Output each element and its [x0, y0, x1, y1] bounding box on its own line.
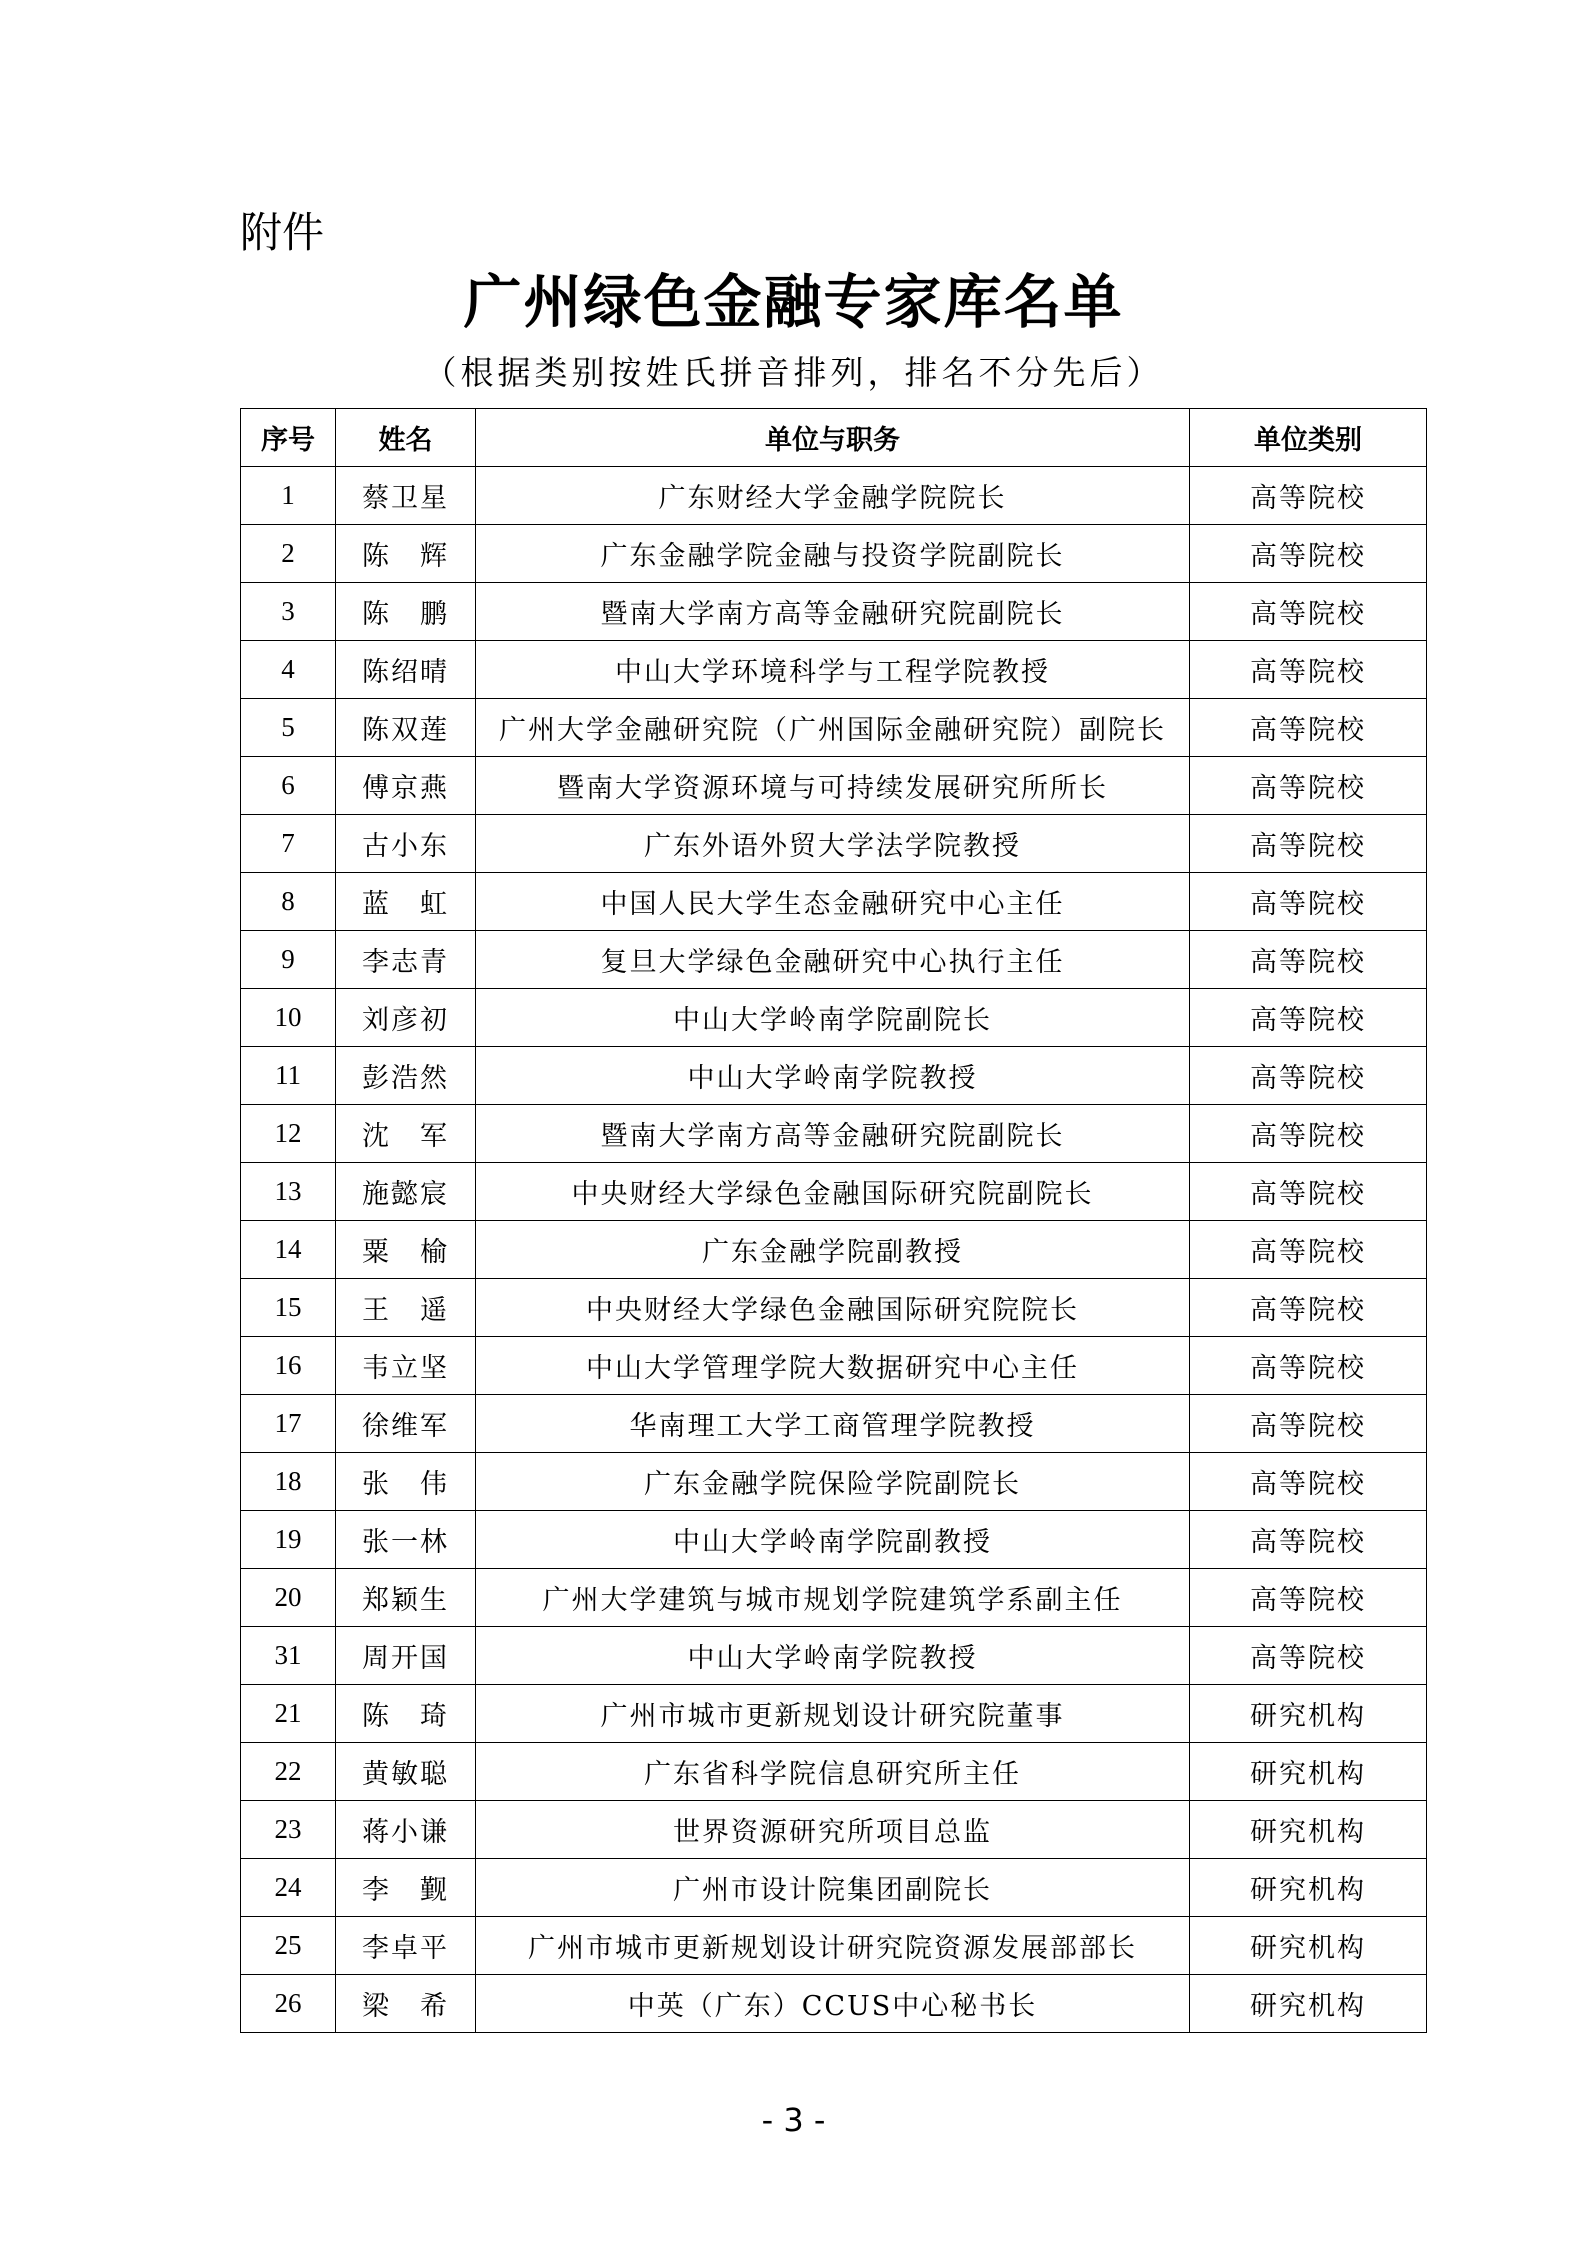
cell-no: 15	[241, 1279, 336, 1337]
cell-name: 李卓平	[336, 1917, 476, 1975]
cell-position: 世界资源研究所项目总监	[476, 1801, 1190, 1859]
table-row	[241, 1975, 1427, 2033]
table-row	[241, 1453, 1427, 1511]
table-row	[241, 467, 1427, 525]
table-row	[241, 641, 1427, 699]
cell-no: 5	[241, 699, 336, 757]
cell-name: 梁 希	[336, 1975, 476, 2033]
cell-category: 研究机构	[1190, 1975, 1427, 2033]
cell-name: 李志青	[336, 931, 476, 989]
cell-no: 22	[241, 1743, 336, 1801]
table-row	[241, 931, 1427, 989]
cell-position: 中英（广东）CCUS中心秘书长	[476, 1975, 1190, 2033]
cell-position: 广东金融学院保险学院副院长	[476, 1453, 1190, 1511]
cell-category: 高等院校	[1190, 1221, 1427, 1279]
expert-roster-table	[240, 408, 1427, 2033]
cell-category: 高等院校	[1190, 1163, 1427, 1221]
cell-no: 10	[241, 989, 336, 1047]
cell-name: 蔡卫星	[336, 467, 476, 525]
cell-name: 周开国	[336, 1627, 476, 1685]
table-row	[241, 1163, 1427, 1221]
cell-no: 1	[241, 467, 336, 525]
header-no: 序号	[241, 409, 336, 467]
cell-name: 陈 琦	[336, 1685, 476, 1743]
cell-position: 中央财经大学绿色金融国际研究院副院长	[476, 1163, 1190, 1221]
cell-name: 沈 军	[336, 1105, 476, 1163]
cell-name: 傅京燕	[336, 757, 476, 815]
cell-name: 黄敏聪	[336, 1743, 476, 1801]
cell-name: 陈 鹏	[336, 583, 476, 641]
cell-no: 11	[241, 1047, 336, 1105]
cell-position: 暨南大学资源环境与可持续发展研究所所长	[476, 757, 1190, 815]
cell-name: 彭浩然	[336, 1047, 476, 1105]
cell-category: 高等院校	[1190, 1569, 1427, 1627]
cell-category: 高等院校	[1190, 873, 1427, 931]
cell-position: 广州大学金融研究院（广州国际金融研究院）副院长	[476, 699, 1190, 757]
cell-category: 高等院校	[1190, 525, 1427, 583]
cell-no: 21	[241, 1685, 336, 1743]
cell-name: 王 遥	[336, 1279, 476, 1337]
cell-position: 广州大学建筑与城市规划学院建筑学系副主任	[476, 1569, 1190, 1627]
cell-position: 复旦大学绿色金融研究中心执行主任	[476, 931, 1190, 989]
document-subtitle: （根据类别按姓氏拼音排列，排名不分先后）	[423, 353, 1164, 392]
table-row	[241, 1511, 1427, 1569]
cell-no: 24	[241, 1859, 336, 1917]
cell-name: 陈双莲	[336, 699, 476, 757]
cell-name: 蒋小谦	[336, 1801, 476, 1859]
cell-category: 高等院校	[1190, 1627, 1427, 1685]
cell-no: 23	[241, 1801, 336, 1859]
cell-position: 广州市设计院集团副院长	[476, 1859, 1190, 1917]
cell-position: 中山大学岭南学院副教授	[476, 1511, 1190, 1569]
page-number: - 3 -	[761, 2101, 826, 2139]
cell-name: 粟 榆	[336, 1221, 476, 1279]
table-row	[241, 1859, 1427, 1917]
cell-no: 18	[241, 1453, 336, 1511]
cell-position: 中山大学岭南学院教授	[476, 1627, 1190, 1685]
cell-category: 高等院校	[1190, 641, 1427, 699]
cell-category: 研究机构	[1190, 1917, 1427, 1975]
cell-position: 中山大学岭南学院副院长	[476, 989, 1190, 1047]
table-row	[241, 1279, 1427, 1337]
table-row	[241, 1917, 1427, 1975]
cell-category: 研究机构	[1190, 1743, 1427, 1801]
cell-no: 3	[241, 583, 336, 641]
table-row	[241, 1627, 1427, 1685]
cell-category: 高等院校	[1190, 1453, 1427, 1511]
cell-category: 高等院校	[1190, 583, 1427, 641]
cell-name: 张 伟	[336, 1453, 476, 1511]
cell-category: 高等院校	[1190, 1395, 1427, 1453]
table-row	[241, 525, 1427, 583]
cell-no: 31	[241, 1627, 336, 1685]
table-row	[241, 1047, 1427, 1105]
cell-position: 广东金融学院金融与投资学院副院长	[476, 525, 1190, 583]
cell-no: 7	[241, 815, 336, 873]
table-row	[241, 1105, 1427, 1163]
cell-position: 中国人民大学生态金融研究中心主任	[476, 873, 1190, 931]
cell-no: 19	[241, 1511, 336, 1569]
table-row	[241, 1569, 1427, 1627]
cell-name: 古小东	[336, 815, 476, 873]
cell-category: 高等院校	[1190, 1279, 1427, 1337]
cell-category: 高等院校	[1190, 1105, 1427, 1163]
table-row	[241, 699, 1427, 757]
cell-category: 高等院校	[1190, 989, 1427, 1047]
cell-position: 暨南大学南方高等金融研究院副院长	[476, 583, 1190, 641]
cell-name: 刘彦初	[336, 989, 476, 1047]
cell-position: 广东金融学院副教授	[476, 1221, 1190, 1279]
cell-name: 陈绍晴	[336, 641, 476, 699]
cell-position: 暨南大学南方高等金融研究院副院长	[476, 1105, 1190, 1163]
cell-no: 25	[241, 1917, 336, 1975]
cell-category: 高等院校	[1190, 1511, 1427, 1569]
table-row	[241, 1221, 1427, 1279]
cell-name: 郑颖生	[336, 1569, 476, 1627]
cell-no: 14	[241, 1221, 336, 1279]
cell-no: 13	[241, 1163, 336, 1221]
cell-no: 20	[241, 1569, 336, 1627]
cell-no: 6	[241, 757, 336, 815]
table-row	[241, 989, 1427, 1047]
cell-name: 陈 辉	[336, 525, 476, 583]
cell-category: 高等院校	[1190, 757, 1427, 815]
cell-no: 2	[241, 525, 336, 583]
cell-position: 中山大学岭南学院教授	[476, 1047, 1190, 1105]
table-row	[241, 1395, 1427, 1453]
table-row	[241, 1801, 1427, 1859]
cell-no: 8	[241, 873, 336, 931]
cell-name: 蓝 虹	[336, 873, 476, 931]
cell-category: 高等院校	[1190, 1047, 1427, 1105]
cell-position: 中山大学环境科学与工程学院教授	[476, 641, 1190, 699]
cell-name: 施懿宸	[336, 1163, 476, 1221]
cell-name: 张一林	[336, 1511, 476, 1569]
cell-position: 中央财经大学绿色金融国际研究院院长	[476, 1279, 1190, 1337]
table-row	[241, 1337, 1427, 1395]
attachment-label: 附件	[240, 208, 325, 257]
table-row	[241, 1685, 1427, 1743]
cell-no: 17	[241, 1395, 336, 1453]
cell-position: 广州市城市更新规划设计研究院资源发展部部长	[476, 1917, 1190, 1975]
cell-category: 高等院校	[1190, 467, 1427, 525]
document-title: 广州绿色金融专家库名单	[463, 268, 1124, 336]
cell-name: 韦立坚	[336, 1337, 476, 1395]
cell-position: 华南理工大学工商管理学院教授	[476, 1395, 1190, 1453]
cell-name: 李 觐	[336, 1859, 476, 1917]
table-row	[241, 815, 1427, 873]
cell-name: 徐维军	[336, 1395, 476, 1453]
header-position: 单位与职务	[476, 409, 1190, 467]
cell-position: 中山大学管理学院大数据研究中心主任	[476, 1337, 1190, 1395]
header-category: 单位类别	[1190, 409, 1427, 467]
cell-no: 4	[241, 641, 336, 699]
cell-no: 26	[241, 1975, 336, 2033]
cell-category: 研究机构	[1190, 1685, 1427, 1743]
table-row	[241, 583, 1427, 641]
cell-category: 高等院校	[1190, 1337, 1427, 1395]
cell-category: 高等院校	[1190, 699, 1427, 757]
table-row	[241, 873, 1427, 931]
cell-category: 高等院校	[1190, 931, 1427, 989]
cell-category: 研究机构	[1190, 1859, 1427, 1917]
cell-no: 16	[241, 1337, 336, 1395]
cell-no: 12	[241, 1105, 336, 1163]
header-name: 姓名	[336, 409, 476, 467]
cell-no: 9	[241, 931, 336, 989]
table-header-row	[241, 409, 1427, 467]
cell-position: 广东财经大学金融学院院长	[476, 467, 1190, 525]
cell-category: 高等院校	[1190, 815, 1427, 873]
cell-position: 广州市城市更新规划设计研究院董事	[476, 1685, 1190, 1743]
cell-category: 研究机构	[1190, 1801, 1427, 1859]
cell-position: 广东省科学院信息研究所主任	[476, 1743, 1190, 1801]
table-body	[241, 467, 1427, 2033]
table-row	[241, 1743, 1427, 1801]
cell-position: 广东外语外贸大学法学院教授	[476, 815, 1190, 873]
table-row	[241, 757, 1427, 815]
